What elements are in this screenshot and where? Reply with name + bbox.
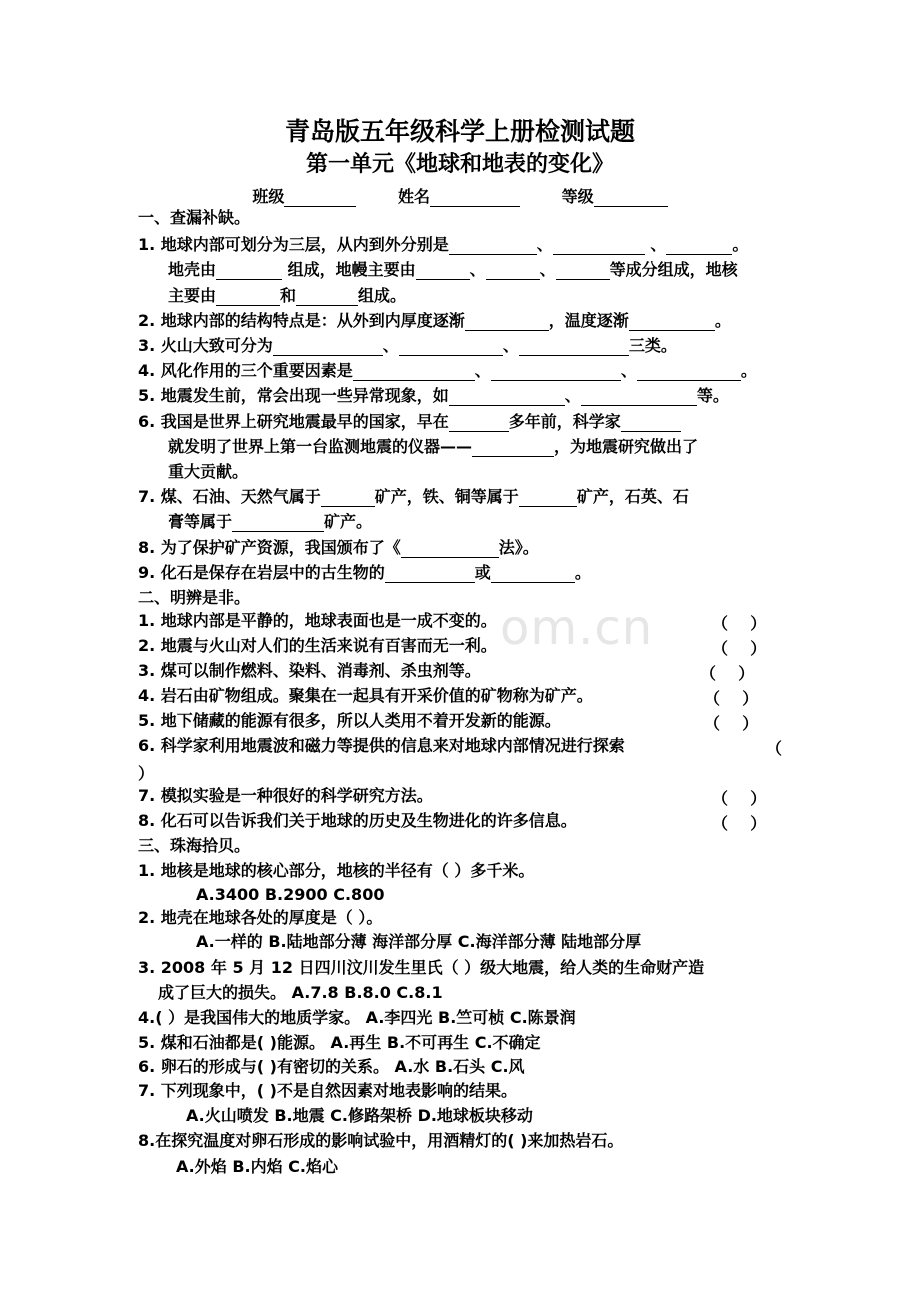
question-1-6: 6. 我国是世界上研究地震最早的国家，早在 多年前，科学家 bbox=[138, 412, 681, 432]
answer-paren-2[interactable]: （ ） bbox=[712, 639, 767, 658]
section-heading-3: 三、珠海拾贝。 bbox=[138, 836, 251, 855]
section-heading-1: 一、查漏补缺。 bbox=[138, 208, 251, 227]
question-1-1c: 主要由 和 组成。 bbox=[168, 286, 407, 305]
judge-item-5: 5. 地下储藏的能源有很多，所以人类用不着开发新的能源。 bbox=[138, 711, 561, 730]
judge-item-8: 8. 化石可以告诉我们关于地球的历史及生物进化的许多信息。 bbox=[138, 811, 577, 830]
watermark: om.cn bbox=[500, 600, 654, 656]
question-1-9: 9. 化石是保存在岩层中的古生物的 或 。 bbox=[138, 563, 591, 582]
choice-q8: 8.在探究温度对卵石形成的影响试验中，用酒精灯的( )来加热岩石。 bbox=[138, 1131, 624, 1150]
judge-item-3: 3. 煤可以制作燃料、染料、消毒剂、杀虫剂等。 bbox=[138, 661, 481, 680]
answer-paren-3[interactable]: （ ） bbox=[700, 664, 755, 683]
question-1-3: 3. 火山大致可分为 、 、 三类。 bbox=[138, 336, 677, 355]
question-1-8: 8. 为了保护矿产资源，我国颁布了《 法》。 bbox=[138, 538, 539, 557]
question-1-1b: 地壳由 组成，地幔主要由 、 、 等成分组成，地核 bbox=[168, 260, 738, 279]
choice-q4: 4.( ）是我国伟大的地质学家。 A.李四光 B.竺可桢 C.陈景润 bbox=[138, 1008, 576, 1027]
page-title: 青岛版五年级科学上册检测试题 bbox=[284, 117, 635, 146]
question-1-6c: 重大贡献。 bbox=[168, 462, 249, 481]
question-1-6b: 就发明了世界上第一台监测地震的仪器—— ，为地震研究做出了 bbox=[168, 437, 699, 456]
judge-item-4: 4. 岩石由矿物组成。聚集在一起具有开采价值的矿物称为矿产。 bbox=[138, 686, 593, 705]
choice-q5: 5. 煤和石油都是( )能源。 A.再生 B.不可再生 C.不确定 bbox=[138, 1033, 541, 1052]
answer-paren-8[interactable]: （ ） bbox=[712, 814, 767, 833]
page-subtitle: 第一单元《地球和地表的变化》 bbox=[305, 152, 614, 177]
answer-paren-6-close: ） bbox=[138, 764, 155, 783]
grade-blank bbox=[594, 189, 668, 207]
name-blank bbox=[430, 189, 520, 207]
choice-q7-options: A.火山喷发 B.地震 C.修路架桥 D.地球板块移动 bbox=[186, 1106, 533, 1125]
question-1-4: 4. 风化作用的三个重要因素是 、 、 。 bbox=[138, 361, 757, 380]
student-info-row bbox=[0, 184, 920, 207]
choice-q3b: 成了巨大的损失。 A.7.8 B.8.0 C.8.1 bbox=[158, 983, 443, 1002]
judge-item-2: 2. 地震与火山对人们的生活来说有百害而无一利。 bbox=[138, 636, 497, 655]
question-1-7: 7. 煤、石油、天然气属于 矿产，铁、铜等属于 矿产，石英、石 bbox=[138, 487, 689, 506]
judge-item-7: 7. 模拟实验是一种很好的科学研究方法。 bbox=[138, 786, 433, 805]
answer-paren-1[interactable]: （ ） bbox=[712, 614, 767, 633]
choice-q3: 3. 2008 年 5 月 12 日四川汶川发生里氏（ ）级大地震，给人类的生命财产造 bbox=[138, 958, 705, 977]
choice-q7: 7. 下列现象中，( )不是自然因素对地表影响的结果。 bbox=[138, 1081, 517, 1100]
choice-q6: 6. 卵石的形成与( )有密切的关系。 A.水 B.石头 C.风 bbox=[138, 1057, 525, 1076]
choice-q1: 1. 地核是地球的核心部分，地核的半径有（ ）多千米。 bbox=[138, 861, 535, 880]
question-1-5: 5. 地震发生前，常会出现一些异常现象，如 、 等。 bbox=[138, 386, 729, 405]
question-1-7b: 膏等属于 矿产。 bbox=[168, 512, 373, 531]
answer-paren-4[interactable]: （ ） bbox=[704, 689, 759, 708]
class-label: 班级 bbox=[252, 187, 285, 206]
answer-paren-7[interactable]: （ ） bbox=[712, 789, 767, 808]
choice-q2-options: A.一样的 B.陆地部分薄 海洋部分厚 C.海洋部分薄 陆地部分厚 bbox=[196, 932, 642, 951]
question-1-1: 1. 地球内部可划分为三层，从内到外分别是 、 、 。 bbox=[138, 235, 749, 254]
choice-q2: 2. 地壳在地球各处的厚度是（ ）。 bbox=[138, 908, 383, 927]
class-blank bbox=[284, 189, 356, 207]
question-1-2: 2. 地球内部的结构特点是：从外到内厚度逐渐 ，温度逐渐 。 bbox=[138, 311, 731, 330]
section-heading-2: 二、明辨是非。 bbox=[138, 588, 251, 607]
name-label: 姓名 bbox=[397, 187, 430, 206]
answer-paren-5[interactable]: （ ） bbox=[704, 714, 759, 733]
choice-q8-options: A.外焰 B.内焰 C.焰心 bbox=[176, 1157, 338, 1176]
judge-item-6: 6. 科学家利用地震波和磁力等提供的信息来对地球内部情况进行探索 bbox=[138, 736, 625, 755]
answer-paren-6-open[interactable]: （ bbox=[766, 739, 783, 758]
grade-label: 等级 bbox=[561, 187, 594, 206]
choice-q1-options: A.3400 B.2900 C.800 bbox=[196, 885, 385, 904]
judge-item-1: 1. 地球内部是平静的，地球表面也是一成不变的。 bbox=[138, 611, 497, 630]
